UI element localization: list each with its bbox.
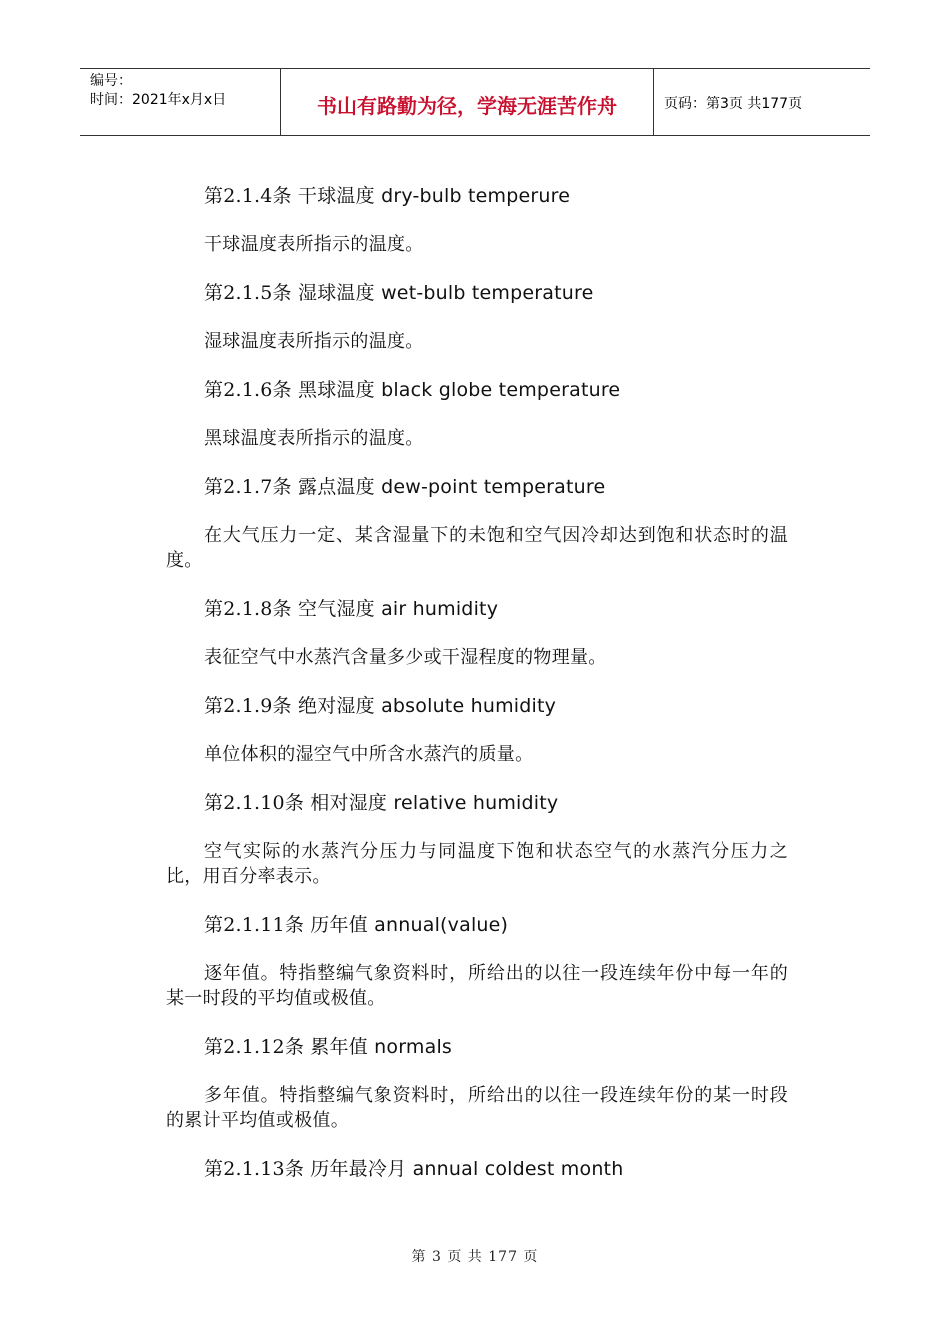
- term-english: annual(value): [374, 914, 509, 936]
- clause-number: 第2.1.6条: [204, 379, 292, 401]
- term-english: black globe temperature: [381, 379, 621, 401]
- term-chinese: 历年值: [310, 914, 368, 936]
- term-chinese: 累年值: [310, 1036, 368, 1058]
- definition-paragraph: 空气实际的水蒸汽分压力与同温度下饱和状态空气的水蒸汽分压力之比，用百分率表示。: [166, 841, 788, 887]
- clause-number: 第2.1.10条: [204, 792, 305, 814]
- definition-paragraph: 表征空气中水蒸汽含量多少或干湿程度的物理量。: [204, 647, 607, 668]
- section-heading: [166, 279, 788, 307]
- term-chinese: 绝对湿度: [298, 695, 375, 717]
- header-motto: 书山有路勤为径，学海无涯苦作舟: [281, 69, 654, 135]
- term-chinese: 湿球温度: [298, 282, 375, 304]
- page-header: [80, 68, 870, 136]
- clause-number: 第2.1.8条: [204, 598, 292, 620]
- term-chinese: 历年最冷月: [310, 1158, 407, 1180]
- definition-paragraph: 逐年值。特指整编气象资料时，所给出的以往一段连续年份中每一年的某一时段的平均值或极值。: [166, 963, 788, 1009]
- clause-number: 第2.1.11条: [204, 914, 305, 936]
- term-chinese: 黑球温度: [298, 379, 375, 401]
- clause-number: 第2.1.5条: [204, 282, 292, 304]
- page-footer: 第 3 页 共 177 页: [411, 1249, 539, 1265]
- section-heading: [166, 692, 788, 720]
- term-chinese: 空气湿度: [298, 598, 375, 620]
- term-english: relative humidity: [393, 792, 559, 814]
- clause-number: 第2.1.13条: [204, 1158, 305, 1180]
- clause-number: 第2.1.9条: [204, 695, 292, 717]
- definition-paragraph: 多年值。特指整编气象资料时，所给出的以往一段连续年份的某一时段的累计平均值或极值。: [166, 1085, 788, 1131]
- term-chinese: 相对湿度: [310, 792, 388, 814]
- document-body: [166, 182, 788, 1205]
- section-heading: [166, 595, 788, 623]
- definition-paragraph: 单位体积的湿空气中所含水蒸汽的质量。: [204, 744, 534, 765]
- term-english: dry-bulb temperure: [381, 185, 571, 207]
- section-heading: [166, 376, 788, 404]
- header-meta: [80, 69, 281, 135]
- clause-number: 第2.1.7条: [204, 476, 292, 498]
- term-english: air humidity: [381, 598, 499, 620]
- section-heading: [166, 911, 788, 939]
- section-heading: [166, 182, 788, 210]
- term-english: absolute humidity: [381, 695, 557, 717]
- definition-paragraph: 湿球温度表所指示的温度。: [204, 331, 424, 352]
- term-english: annual coldest month: [412, 1158, 624, 1180]
- definition-paragraph: 在大气压力一定、某含湿量下的未饱和空气因冷却达到饱和状态时的温度。: [166, 525, 788, 571]
- term-english: wet-bulb temperature: [381, 282, 594, 304]
- date-label: 时间：2021年x月x日: [90, 92, 227, 108]
- term-english: normals: [374, 1036, 453, 1058]
- section-heading: [166, 473, 788, 501]
- term-chinese: 露点温度: [298, 476, 375, 498]
- term-english: dew-point temperature: [381, 476, 606, 498]
- section-heading: [166, 1155, 788, 1183]
- clause-number: 第2.1.12条: [204, 1036, 305, 1058]
- header-page-info: 页码：第3页 共177页: [664, 96, 803, 112]
- section-heading: [166, 789, 788, 817]
- definition-paragraph: 干球温度表所指示的温度。: [204, 234, 424, 255]
- section-heading: [166, 1033, 788, 1061]
- definition-paragraph: 黑球温度表所指示的温度。: [204, 428, 424, 449]
- term-chinese: 干球温度: [298, 185, 375, 207]
- clause-number: 第2.1.4条: [204, 185, 292, 207]
- code-label: 编号：: [90, 73, 132, 89]
